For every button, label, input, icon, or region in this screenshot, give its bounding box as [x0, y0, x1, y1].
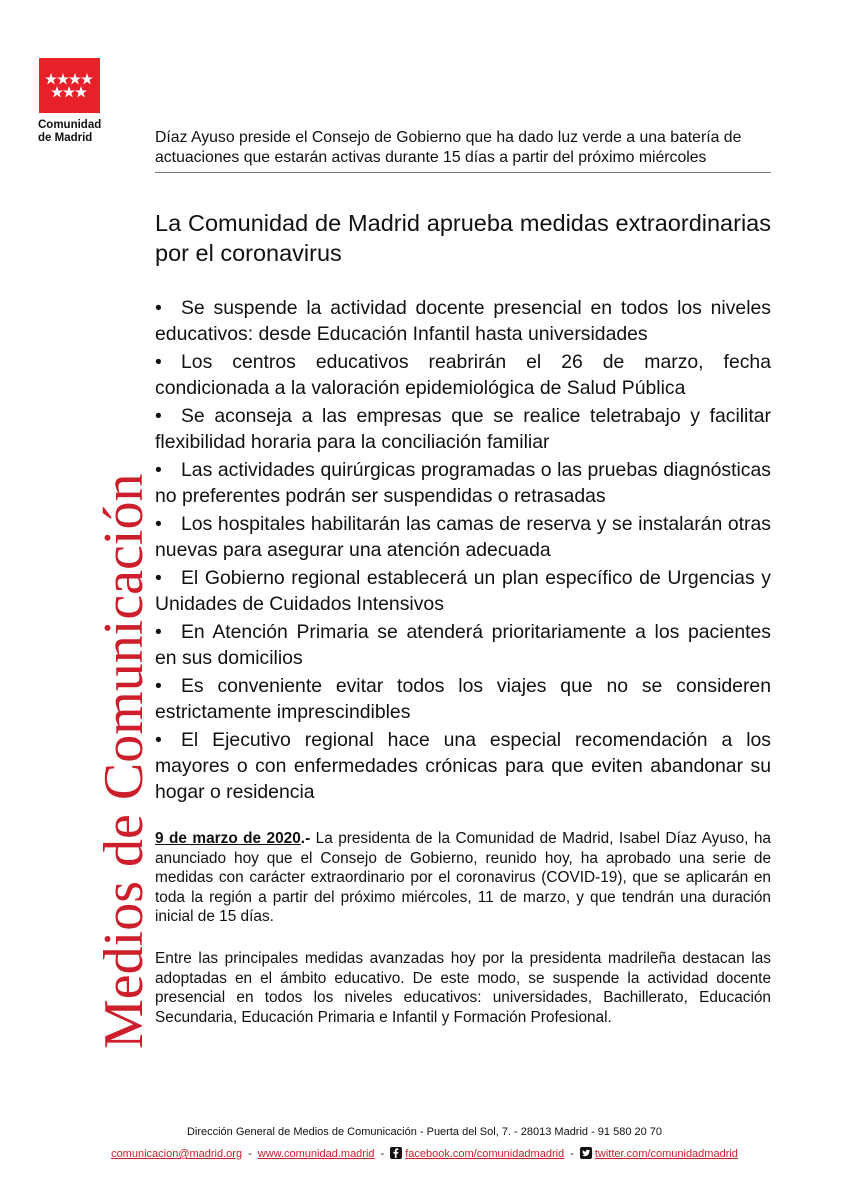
footer-separator: -: [248, 1148, 252, 1160]
bullet-icon: •: [155, 405, 162, 427]
list-item-text: Las actividades quirúrgicas programadas o las pruebas diagnósticas no preferentes podrán ser suspendidas o retrasadas: [155, 459, 771, 507]
list-item: [155, 349, 771, 401]
twitter-link[interactable]: twitter.com/comunidadmadrid: [594, 1148, 738, 1160]
list-item-text: Los hospitales habilitarán las camas de reserva y se instalarán otras nuevas para asegurar una atención adecuada: [155, 513, 771, 561]
list-item-text: En Atención Primaria se atenderá prioritariamente a los pacientes en sus domicilios: [155, 621, 771, 669]
email-link[interactable]: comunicacion@madrid.org: [111, 1148, 243, 1160]
list-item: [155, 619, 771, 671]
bullet-icon: •: [155, 351, 162, 373]
list-item-text: Se aconseja a las empresas que se realice teletrabajo y facilitar flexibilidad horaria para la conciliación familiar: [155, 405, 771, 453]
body-paragraph-2: Entre las principales medidas avanzadas hoy por la presidenta madrileña destacan las adoptadas en el ámbito educativo. De este modo, se suspende la actividad docente presencial en todos los niveles educativos: universidades, Bachillerato, Educación Secundaria, Educación Primaria e Infantil y Formación Profesional.: [155, 950, 771, 1026]
list-item-text: El Ejecutivo regional hace una especial recomendación a los mayores o con enfermedades crónicas para que eviten abandonar su hogar o residencia: [155, 729, 771, 803]
list-item: [155, 295, 771, 347]
list-item-text: Es conveniente evitar todos los viajes que no se consideren estrictamente imprescindibles: [155, 675, 771, 723]
list-item: [155, 673, 771, 725]
footer-separator: -: [380, 1148, 385, 1160]
list-item-text: Se suspende la actividad docente presencial en todos los niveles educativos: desde Educación Infantil hasta universidades: [155, 297, 771, 345]
subtitle: Díaz Ayuso preside el Consejo de Gobierno que ha dado luz verde a una batería de actuaciones que estarán activas durante 15 días a partir del próximo miércoles: [155, 129, 742, 166]
bullet-icon: •: [155, 513, 162, 535]
footer-address: Dirección General de Medios de Comunicación - Puerta del Sol, 7. - 28013 Madrid - 91 580 20 70: [186, 1126, 663, 1138]
bullet-icon: •: [155, 297, 162, 319]
page-title: La Comunidad de Madrid aprueba medidas extraordinarias por el coronavirus: [155, 210, 771, 266]
subtitle-divider: [155, 172, 771, 173]
bullet-icon: •: [155, 567, 162, 589]
bullet-icon: •: [155, 621, 162, 643]
facebook-link[interactable]: facebook.com/comunidadmadrid: [405, 1148, 565, 1160]
list-item: [155, 565, 771, 617]
logo-wordmark: [38, 119, 128, 145]
list-item: [155, 457, 771, 509]
facebook-icon: [390, 1147, 402, 1159]
list-item: [155, 403, 771, 455]
paragraph-1-text: La presidenta de la Comunidad de Madrid, Isabel Díaz Ayuso, ha anunciado hoy que el Consejo de Gobierno, reunido hoy, ha aprobado una serie de medidas con carácter extraordinario por el coronavirus (COVID-19), que se aplicarán en toda la región a partir del próximo miércoles, 11 de marzo, y que tendrán una duración inicial de 15 días.: [155, 830, 771, 925]
bullet-icon: •: [155, 675, 162, 697]
seven-stars-icon: [39, 58, 100, 113]
bullet-icon: •: [155, 729, 162, 751]
list-item: [155, 727, 771, 805]
footer-links: [0, 1147, 849, 1160]
measures-list: [155, 295, 771, 807]
bullet-icon: •: [155, 459, 162, 481]
logo-line-2: de Madrid: [38, 132, 93, 144]
press-date: 9 de marzo de 2020: [155, 830, 301, 847]
body-paragraph-1: [155, 829, 771, 927]
date-suffix: .-: [300, 830, 311, 847]
comunidad-madrid-logo: [39, 58, 100, 113]
list-item: [155, 511, 771, 563]
website-link[interactable]: www.comunidad.madrid: [257, 1148, 375, 1160]
logo-line-1: Comunidad: [38, 119, 102, 131]
medios-de-comunicacion-banner: Medios de Comunicación: [93, 473, 155, 1049]
list-item-text: El Gobierno regional establecerá un plan específico de Urgencias y Unidades de Cuidados Intensivos: [155, 567, 771, 615]
list-item-text: Los centros educativos reabrirán el 26 de marzo, fecha condicionada a la valoración epidemiológica de Salud Pública: [155, 351, 771, 399]
footer-separator: -: [570, 1148, 574, 1160]
twitter-icon: [580, 1147, 592, 1159]
